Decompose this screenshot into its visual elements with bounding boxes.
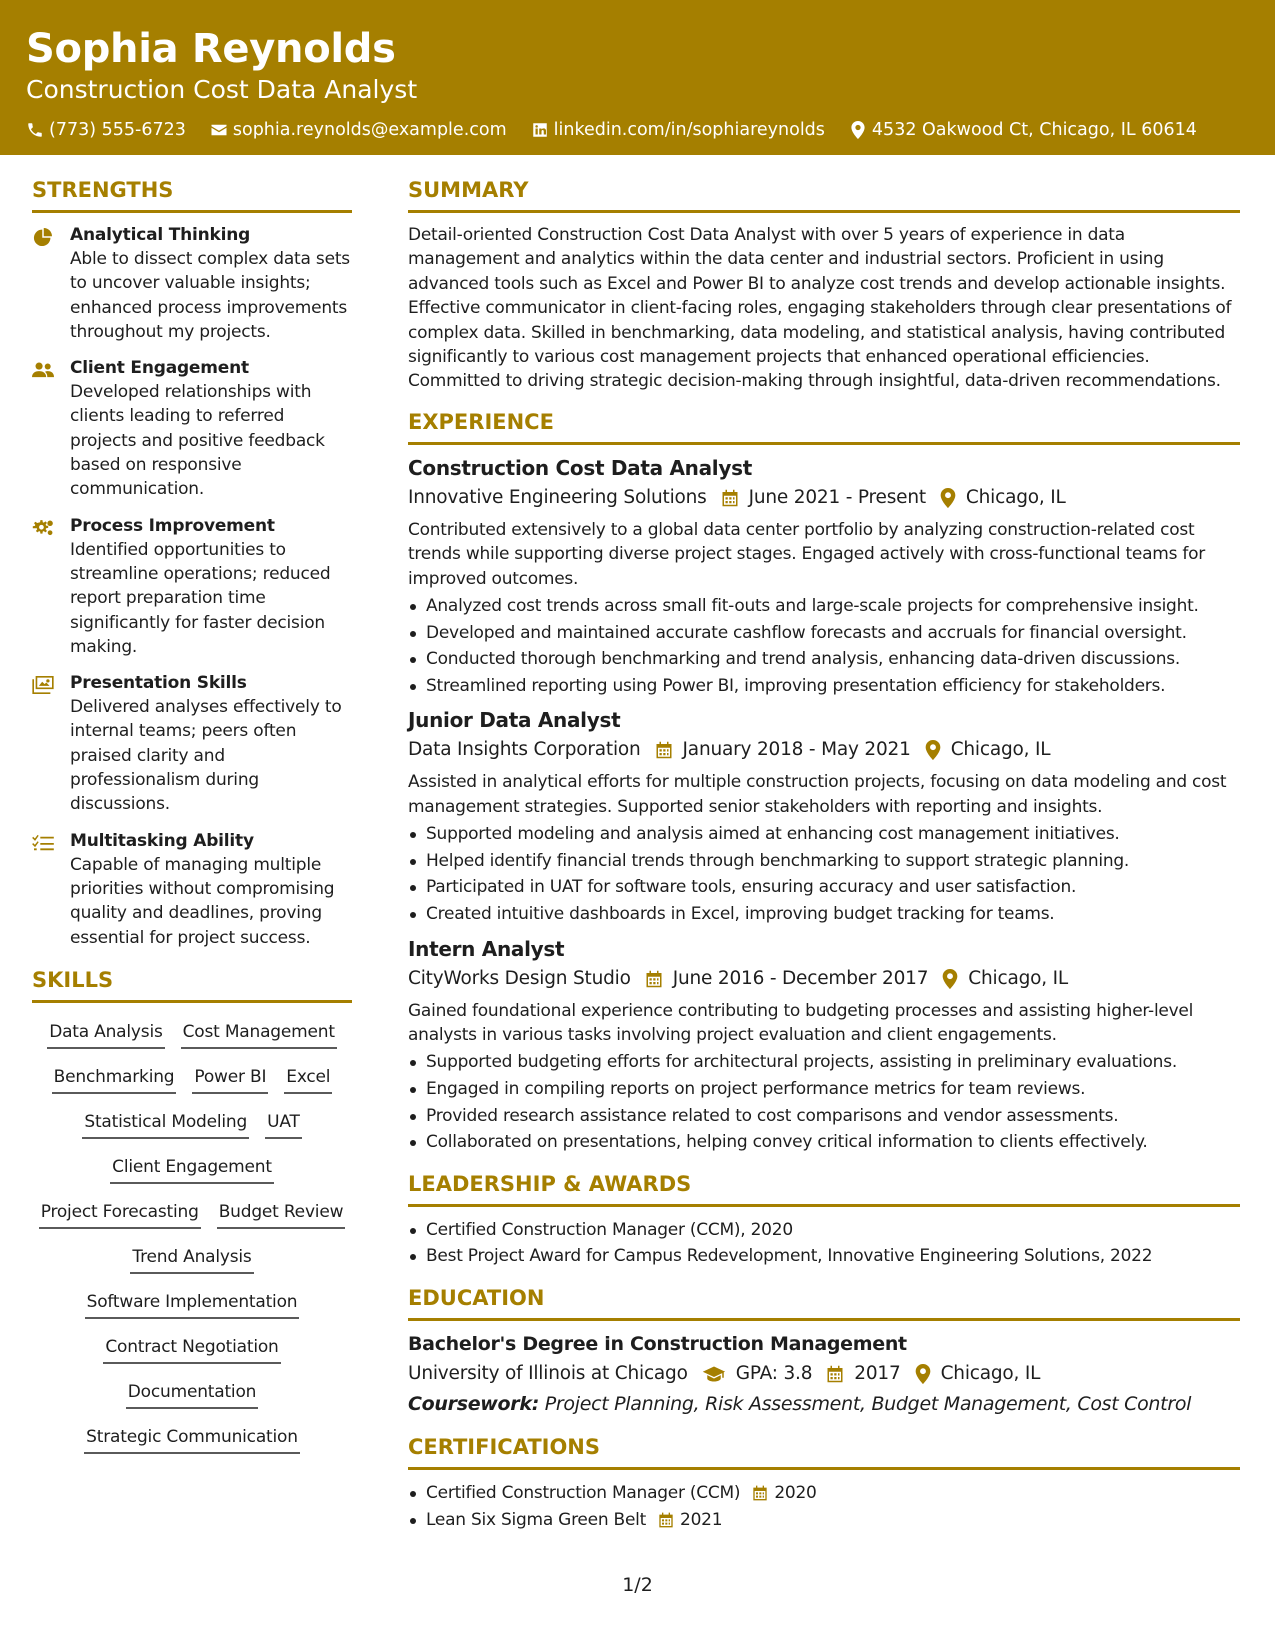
email-text: sophia.reynolds@example.com <box>232 120 507 140</box>
list-item: Collaborated on presentations, helping convey critical information to clients effectively. <box>408 1129 1240 1156</box>
job-location: Chicago, IL <box>968 967 1068 989</box>
contact-email[interactable] <box>210 118 507 142</box>
job-dates: June 2016 - December 2017 <box>672 967 929 989</box>
contact-address <box>849 118 1197 142</box>
list-item: Developed and maintained accurate cashflow forecasts and accruals for financial oversight. <box>408 620 1240 647</box>
strength-item <box>32 671 352 816</box>
location-pin-icon <box>849 121 867 139</box>
strength-title: Presentation Skills <box>70 673 247 694</box>
strength-title: Analytical Thinking <box>70 225 251 245</box>
skill-tag: Statistical Modeling <box>82 1103 249 1139</box>
skill-tag: Project Forecasting <box>39 1193 201 1229</box>
cert-name: Certified Construction Manager (CCM) <box>426 1483 741 1503</box>
contact-bar <box>26 118 1249 142</box>
location-pin-icon <box>915 1364 931 1384</box>
calendar-icon <box>752 1485 768 1501</box>
pie-chart-icon <box>32 228 54 246</box>
list-item: Certified Construction Manager (CCM), 2020 <box>408 1217 1240 1244</box>
job-dates: June 2021 - Present <box>748 486 926 508</box>
skill-tag: Budget Review <box>217 1193 346 1229</box>
linkedin-icon <box>531 121 549 139</box>
job-description: Gained foundational experience contributing to budgeting processes and assisting higher-level analysts in various tasks involving project evaluation and client engagements. <box>408 1000 1194 1046</box>
phone-icon <box>26 121 44 139</box>
address-text: 4532 Oakwood Ct, Chicago, IL 60614 <box>871 120 1197 140</box>
education-meta <box>408 1359 1240 1389</box>
school-name: University of Illinois at Chicago <box>408 1363 688 1384</box>
job-location: Chicago, IL <box>950 739 1051 761</box>
experience-section <box>408 408 1240 1156</box>
skill-tag: Strategic Communication <box>84 1418 300 1454</box>
company-name: CityWorks Design Studio <box>408 967 631 989</box>
experience-heading: EXPERIENCE <box>408 408 1240 445</box>
gpa: GPA: 3.8 <box>735 1363 813 1384</box>
calendar-icon <box>655 741 673 759</box>
company-name: Innovative Engineering Solutions <box>408 486 707 508</box>
strength-title: Multitasking Ability <box>70 830 254 851</box>
list-item: Analyzed cost trends across small fit-outs and large-scale projects for comprehensive insight. <box>408 593 1240 620</box>
calendar-icon <box>658 1512 674 1528</box>
job-bullets <box>408 1049 1240 1155</box>
education-location: Chicago, IL <box>940 1363 1041 1384</box>
skill-tag: Benchmarking <box>52 1058 177 1094</box>
linkedin-text: linkedin.com/in/sophiareynolds <box>553 120 825 140</box>
leadership-heading: LEADERSHIP & AWARDS <box>408 1170 1240 1207</box>
calendar-icon <box>721 489 739 507</box>
strength-description: Identified opportunities to streamline operations; reduced report preparation time significantly for faster decision making. <box>70 539 331 657</box>
cert-name: Lean Six Sigma Green Belt <box>426 1509 647 1530</box>
graduation-year: 2017 <box>854 1363 901 1384</box>
candidate-title: Construction Cost Data Analyst <box>26 75 418 104</box>
job-entry <box>408 455 1240 700</box>
summary-heading: SUMMARY <box>408 176 1240 213</box>
job-title: Intern Analyst <box>408 936 565 961</box>
skill-tag: Excel <box>284 1058 332 1094</box>
list-item: Streamlined reporting using Power BI, improving presentation efficiency for stakeholders. <box>408 673 1240 700</box>
strengths-heading: STRENGTHS <box>32 176 352 213</box>
users-icon <box>32 361 54 379</box>
list-item: Participated in UAT for software tools, ensuring accuracy and user satisfaction. <box>408 874 1240 901</box>
job-meta <box>408 735 1240 765</box>
coursework-text: Project Planning, Risk Assessment, Budget Management, Cost Control <box>544 1393 1192 1415</box>
strength-description: Able to dissect complex data sets to uncover valuable insights; enhanced process improvements throughout my projects. <box>70 249 350 342</box>
graduation-cap-icon <box>702 1365 726 1383</box>
strength-title: Process Improvement <box>70 515 275 536</box>
envelope-icon <box>210 121 228 139</box>
coursework-label: Coursework: <box>408 1393 539 1415</box>
strength-item <box>32 829 352 950</box>
cert-year: 2021 <box>680 1509 723 1530</box>
education-section <box>408 1284 1240 1419</box>
list-item: Engaged in compiling reports on project performance metrics for team reviews. <box>408 1076 1240 1103</box>
certifications-section <box>408 1433 1240 1533</box>
job-description: Contributed extensively to a global data center portfolio by analyzing construction-related cost trends while supporting diverse project stages. Engaged actively with cross-functional teams for improved outcomes. <box>408 519 1205 589</box>
strength-description: Capable of managing multiple priorities without compromising quality and deadlines, proving essential for project success. <box>70 854 335 948</box>
list-item: Provided research assistance related to cost comparisons and vendor assessments. <box>408 1103 1240 1130</box>
skill-tag: Cost Management <box>181 1013 337 1049</box>
skill-tag: Documentation <box>126 1373 258 1409</box>
candidate-name: Sophia Reynolds <box>26 26 396 72</box>
right-column <box>408 176 1240 1543</box>
job-entry <box>408 936 1240 1156</box>
list-check-icon <box>32 834 54 852</box>
list-item: Helped identify financial trends through benchmarking to support strategic planning. <box>408 848 1240 875</box>
job-meta <box>408 483 1240 513</box>
phone-text: (773) 555-6723 <box>49 120 186 140</box>
coursework-line <box>408 1389 1240 1419</box>
strength-item <box>32 223 352 344</box>
skill-tag: Data Analysis <box>47 1013 164 1049</box>
job-meta <box>408 964 1240 994</box>
location-pin-icon <box>925 740 941 760</box>
certifications-heading: CERTIFICATIONS <box>408 1433 1240 1470</box>
summary-section <box>408 176 1240 394</box>
job-bullets <box>408 593 1240 699</box>
certifications-list <box>408 1480 1240 1533</box>
strength-title: Client Engagement <box>70 358 249 379</box>
list-item: Best Project Award for Campus Redevelopment, Innovative Engineering Solutions, 2022 <box>408 1243 1240 1270</box>
job-title: Junior Data Analyst <box>408 708 621 733</box>
list-item: Supported modeling and analysis aimed at enhancing cost management initiatives. <box>408 821 1240 848</box>
list-item: Supported budgeting efforts for architectural projects, assisting in preliminary evaluations. <box>408 1049 1240 1076</box>
skill-tag: Contract Negotiation <box>103 1328 280 1364</box>
contact-phone[interactable] <box>26 118 186 142</box>
calendar-icon <box>826 1365 844 1383</box>
contact-linkedin[interactable] <box>531 118 825 142</box>
strengths-section <box>32 176 352 950</box>
list-item <box>408 1507 1240 1534</box>
location-pin-icon <box>940 488 956 508</box>
strength-item <box>32 514 352 659</box>
degree-title: Bachelor's Degree in Construction Management <box>408 1333 907 1355</box>
skill-tag: Software Implementation <box>85 1283 300 1319</box>
list-item <box>408 1480 1240 1507</box>
gears-icon <box>32 519 54 537</box>
location-pin-icon <box>942 969 958 989</box>
job-title: Construction Cost Data Analyst <box>408 455 752 480</box>
skill-tag: Client Engagement <box>110 1148 274 1184</box>
summary-text: Detail-oriented Construction Cost Data Analyst with over 5 years of experience in data management and analytics within the data center and industrial sectors. Proficient in using advanced tools such as Excel and Power BI to analyze cost trends and develop actionable insights. Effective communicator in client-facing roles, engaging stakeholders through clear presentations of complex data. Skilled in benchmarking, data modeling, and statistical analysis, having contributed significantly to various cost management projects that enhanced operational efficiencies. Committed to driving strategic decision-making through insightful, data-driven recommendations. <box>408 225 1232 392</box>
job-dates: January 2018 - May 2021 <box>682 739 911 761</box>
skill-tag: Power BI <box>192 1058 268 1094</box>
job-description: Assisted in analytical efforts for multiple construction projects, focusing on data modeling and cost management strategies. Supported senior stakeholders with reporting and insights. <box>408 772 1227 817</box>
job-location: Chicago, IL <box>965 486 1066 508</box>
strength-description: Developed relationships with clients leading to referred projects and positive feedback based on responsive communication. <box>70 382 325 500</box>
list-item: Created intuitive dashboards in Excel, improving budget tracking for teams. <box>408 901 1240 928</box>
strength-item <box>32 356 352 501</box>
skills-list <box>32 1013 352 1463</box>
skill-tag: UAT <box>265 1103 302 1139</box>
skills-heading: SKILLS <box>32 966 352 1003</box>
job-bullets <box>408 821 1240 927</box>
left-column <box>32 176 352 1473</box>
list-item: Conducted thorough benchmarking and trend analysis, enhancing data-driven discussions. <box>408 646 1240 673</box>
cert-year: 2020 <box>774 1483 817 1503</box>
strength-description: Delivered analyses effectively to internal teams; peers often praised clarity and professionalism during discussions. <box>70 697 342 815</box>
calendar-icon <box>645 970 663 988</box>
skills-section <box>32 966 352 1463</box>
company-name: Data Insights Corporation <box>408 739 641 761</box>
leadership-list <box>408 1217 1240 1270</box>
education-heading: EDUCATION <box>408 1284 1240 1321</box>
resume-header <box>0 0 1275 155</box>
skill-tag: Trend Analysis <box>130 1238 253 1274</box>
job-entry <box>408 707 1240 927</box>
leadership-section <box>408 1170 1240 1270</box>
images-icon <box>32 676 54 694</box>
page-indicator: 1/2 <box>622 1574 653 1596</box>
